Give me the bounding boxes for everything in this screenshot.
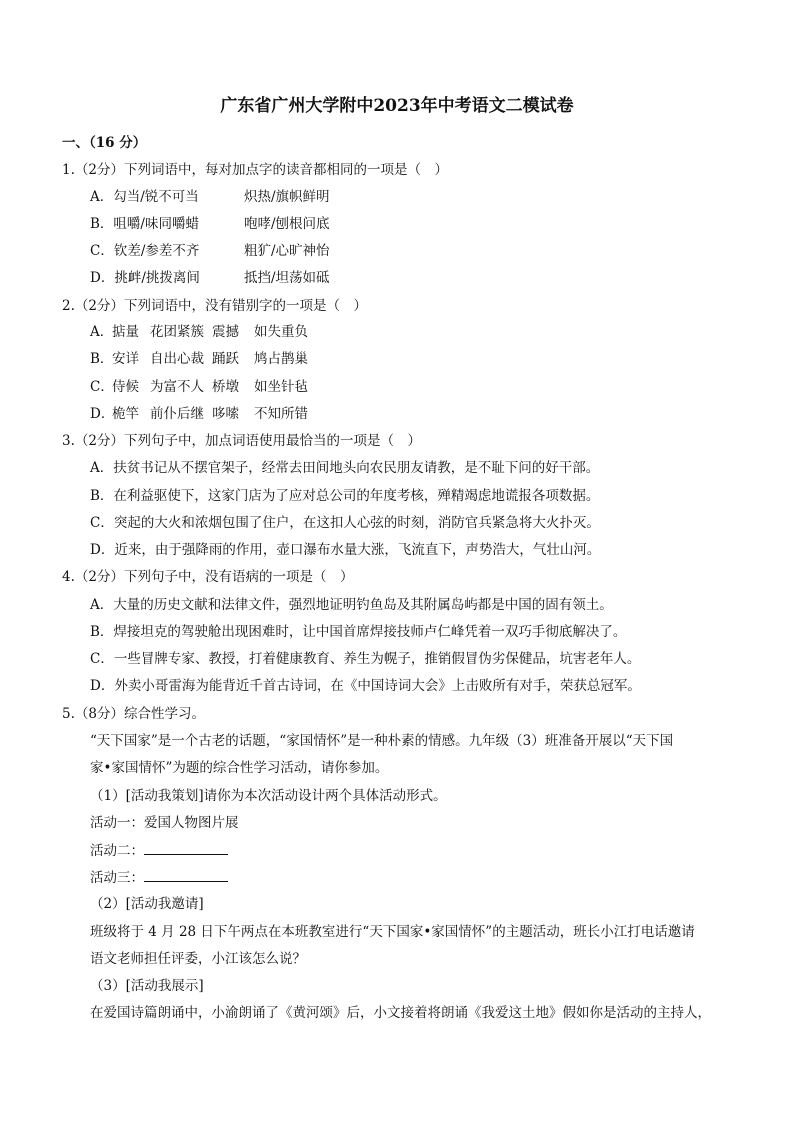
q5-activity-3-blank[interactable] <box>144 867 228 882</box>
section-heading: 一、（16 分） <box>62 135 147 151</box>
q4-option-a: A．大量的历史文献和法律文件，强烈地证明钓鱼岛及其附属岛屿都是中国的固有领土。 <box>90 597 613 613</box>
q1-c-left: C．钦差/参差不齐 <box>90 243 200 259</box>
q5-part-3-text-1: 在爱国诗篇朗诵中，小渝朗诵了《黄河颂》后，小文接着将朗诵《我爱这土地》假如你是活动的主持人， <box>90 1005 711 1021</box>
q2-option-b <box>90 349 308 369</box>
question-5-stem: 5.（8分）综合性学习。 <box>62 706 205 722</box>
q5-part-3: （3）[活动我展示] <box>90 978 204 994</box>
q2-a-word-3: 震撼 <box>212 324 239 340</box>
q4-option-c: C．一些冒牌专家、教授，打着健康教育、养生为幌子，推销假冒伪劣保健品，坑害老年人。 <box>90 651 641 667</box>
q2-d-word-2: 前仆后继 <box>150 406 204 422</box>
q5-part-2-text-1: 班级将于 4 月 28 日下午两点在本班教室进行“天下国家•家国情怀”的主题活动，班长小江打电话邀请 <box>90 924 695 940</box>
page-title: 广东省广州大学附中2023年中考语文二模试卷 <box>220 96 574 116</box>
q2-c-letter: C． <box>90 379 114 395</box>
q5-activity-3-label: 活动三： <box>90 870 144 886</box>
q2-a-word-4: 如失重负 <box>254 324 308 340</box>
q1-option-d <box>90 268 330 288</box>
q2-c-word-2: 为富不人 <box>150 379 204 395</box>
q1-a-right: 炽热/旗帜鲜明 <box>244 189 330 205</box>
q1-c-right: 粗犷/心旷神怡 <box>244 243 330 259</box>
q1-option-a <box>90 187 330 207</box>
q5-part-2: （2）[活动我邀请] <box>90 896 204 912</box>
q2-c-word-4: 如坐针毡 <box>254 379 308 395</box>
q4-option-d: D．外卖小哥雷海为能背近千首古诗词，在《中国诗词大会》上击败所有对手，荣获总冠军。 <box>90 678 641 694</box>
q5-part-2-text-2: 语文老师担任评委，小江该怎么说？ <box>90 951 306 967</box>
q1-option-b <box>90 214 330 234</box>
q3-option-c: C．突起的大火和浓烟包围了住户，在这扣人心弦的时刻，消防官兵紧急将大火扑灭。 <box>90 515 600 531</box>
q3-option-d: D．近来，由于强降雨的作用，壶口瀑布水量大涨，飞流直下，声势浩大，气壮山河。 <box>90 542 601 558</box>
q2-option-c <box>90 377 308 397</box>
q1-d-right: 抵挡/坦荡如砥 <box>244 270 330 286</box>
q5-activity-3 <box>90 867 228 888</box>
q2-a-word-2: 花团紧簇 <box>150 324 204 340</box>
q4-option-b: B．焊接坦克的驾驶舱出现困难时，让中国首席焊接技师卢仁峰凭着一双巧手彻底解决了。 <box>90 624 627 640</box>
q5-part-1: （1）[活动我策划]请你为本次活动设计两个具体活动形式。 <box>90 788 447 804</box>
q2-option-a <box>90 322 308 342</box>
q2-d-word-3: 哆嗦 <box>212 406 239 422</box>
question-3-stem: 3.（2分）下列句子中，加点词语使用最恰当的一项是（ ） <box>62 433 421 449</box>
q2-d-word-1: 桅竿 <box>112 406 139 422</box>
q2-option-d <box>90 404 308 424</box>
question-4-stem: 4.（2分）下列句子中，没有语病的一项是（ ） <box>62 569 354 585</box>
q5-activity-2-blank[interactable] <box>144 840 228 855</box>
q1-d-left: D．挑衅/挑拨离间 <box>90 270 200 286</box>
q3-option-b: B．在利益驱使下，这家门店为了应对总公司的年度考核，殚精竭虑地谎报各项数据。 <box>90 488 600 504</box>
q1-b-right: 咆哮/刨根问底 <box>244 216 330 232</box>
q2-c-word-3: 桥墩 <box>212 379 239 395</box>
q2-b-word-4: 鸠占鹊巢 <box>254 351 308 367</box>
q2-d-letter: D． <box>90 406 115 422</box>
q3-option-a: A．扶贫书记从不摆官架子，经常去田间地头向农民朋友请教，是不耻下问的好干部。 <box>90 460 600 476</box>
q1-option-c <box>90 241 330 261</box>
q1-a-left: A．勾当/锐不可当 <box>90 189 199 205</box>
q5-activity-2 <box>90 840 228 861</box>
q5-intro-line-1: “天下国家”是一个古老的话题，“家国情怀”是一种朴素的情感。九年级（3）班准备开展以“天下国 <box>90 733 674 749</box>
question-2-stem: 2.（2分）下列词语中，没有错别字的一项是（ ） <box>62 298 367 314</box>
q2-c-word-1: 侍候 <box>112 379 139 395</box>
q2-a-word-1: 掂量 <box>112 324 139 340</box>
q5-intro-line-2: 家•家国情怀”为题的综合性学习活动，请你参加。 <box>90 760 389 776</box>
q5-activity-2-label: 活动二： <box>90 843 144 859</box>
q1-b-left: B．咀嚼/味同嚼蜡 <box>90 216 199 232</box>
q2-b-word-3: 踊跃 <box>212 351 239 367</box>
q2-a-letter: A． <box>90 324 114 340</box>
question-1-stem: 1.（2分）下列词语中，每对加点字的读音都相同的一项是（ ） <box>62 162 448 178</box>
q2-b-letter: B． <box>90 351 114 367</box>
q2-b-word-2: 自出心裁 <box>150 351 204 367</box>
q5-activity-1: 活动一：爱国人物图片展 <box>90 815 239 831</box>
q2-d-word-4: 不知所错 <box>254 406 308 422</box>
q2-b-word-1: 安详 <box>112 351 139 367</box>
